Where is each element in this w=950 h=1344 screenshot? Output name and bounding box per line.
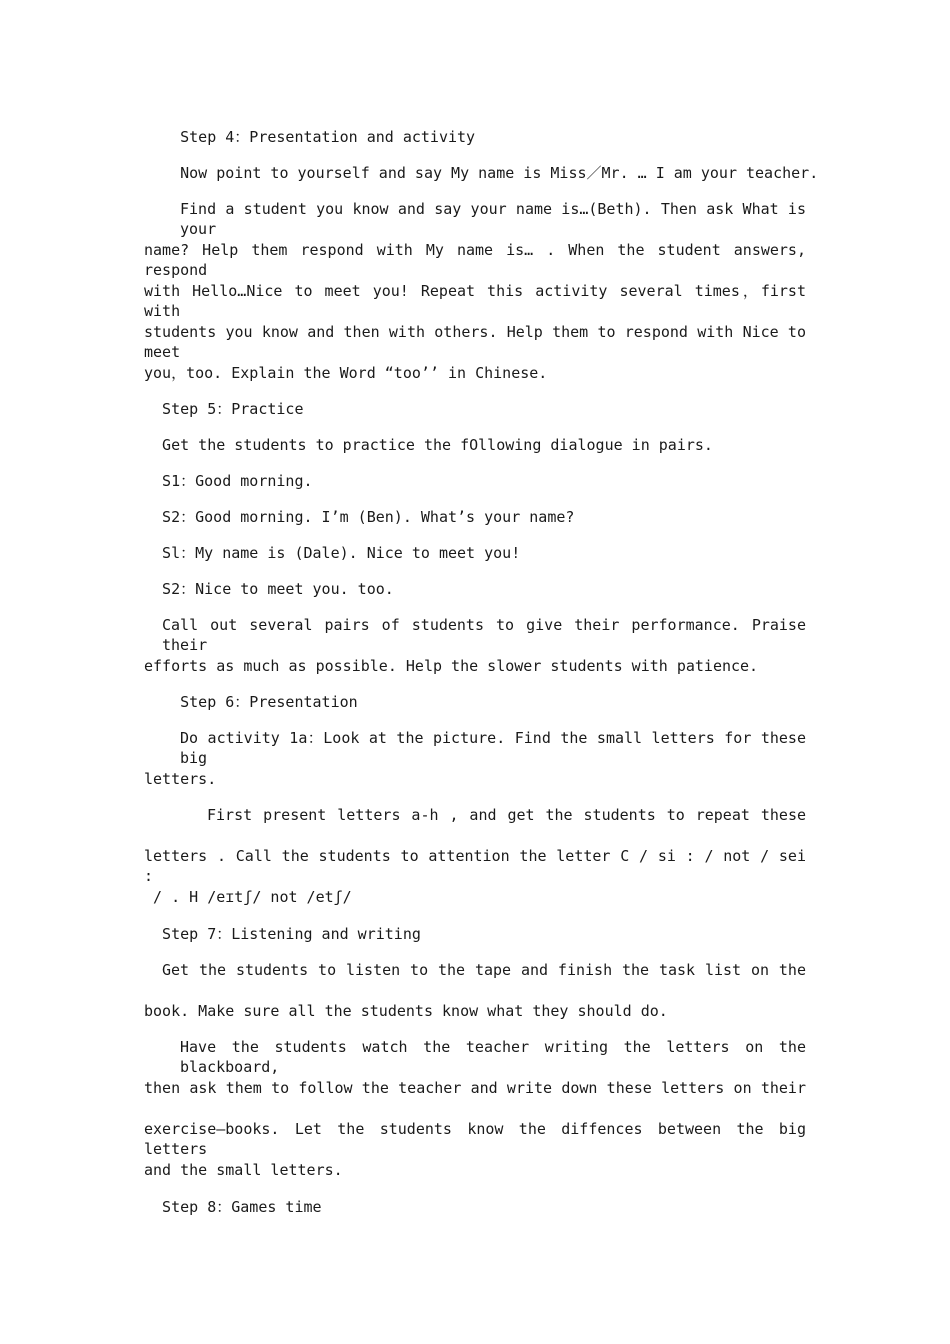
dialogue-line: Sl：My name is (Dale). Nice to meet you!: [144, 544, 521, 562]
step6-heading: Step 6：Presentation: [144, 693, 358, 711]
paragraph-line: and the small letters.: [144, 1161, 343, 1179]
step5-heading: Step 5：Practice: [144, 400, 304, 418]
paragraph-line: you，too. Explain the Word “too’’ in Chinese.: [144, 364, 548, 382]
paragraph-line: with Hello…Nice to meet you! Repeat this activity several times，first with: [144, 282, 806, 320]
paragraph-line: Have the students watch the teacher writing the letters on the blackboard,: [180, 1038, 806, 1076]
paragraph-line: First present letters a-h , and get the students to repeat these: [207, 806, 806, 824]
phonetic-line: / . H /eɪtʃ/ not /etʃ/: [144, 888, 352, 906]
step7-heading: Step 7：Listening and writing: [144, 925, 421, 943]
paragraph-line: students you know and then with others. Help them to respond with Nice to meet: [144, 323, 806, 361]
dialogue-line: S2：Good morning. I’m (Ben). What’s your name?: [144, 508, 575, 526]
paragraph-line: then ask them to follow the teacher and write down these letters on their: [144, 1079, 806, 1097]
step8-heading: Step 8：Games time: [144, 1198, 322, 1216]
paragraph-line: letters . Call the students to attention the letter C / si : / not / sei :: [144, 847, 806, 885]
dialogue-line: S2：Nice to meet you. too.: [144, 580, 394, 598]
paragraph-line: Find a student you know and say your name is…(Beth). Then ask What is your: [180, 200, 806, 238]
paragraph-line: Get the students to listen to the tape and finish the task list on the: [162, 961, 806, 979]
paragraph-line: exercise—books. Let the students know the diffences between the big letters: [144, 1120, 806, 1158]
paragraph-line: Get the students to practice the fOllowing dialogue in pairs.: [144, 436, 713, 454]
paragraph-line: Do activity 1a：Look at the picture. Find the small letters for these big: [180, 729, 806, 767]
paragraph-line: letters.: [144, 770, 217, 788]
dialogue-line: S1：Good morning.: [144, 472, 313, 490]
paragraph-line: book. Make sure all the students know what they should do.: [144, 1002, 668, 1020]
paragraph-line: efforts as much as possible. Help the slower students with patience.: [144, 657, 759, 675]
step4-heading: Step 4：Presentation and activity: [144, 128, 476, 146]
paragraph-line: name? Help them respond with My name is… . When the student answers, respond: [144, 241, 806, 279]
paragraph-line: Call out several pairs of students to give their performance. Praise their: [162, 616, 806, 654]
paragraph-line: Now point to yourself and say My name is Miss／Mr. … I am your teacher.: [144, 164, 819, 182]
